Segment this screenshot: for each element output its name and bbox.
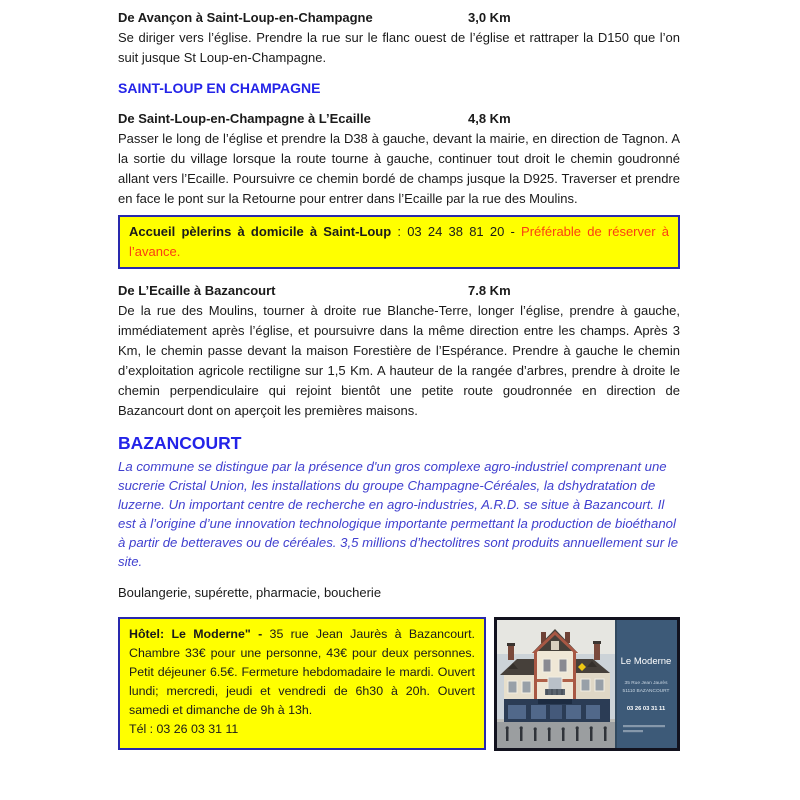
hotel-row	[118, 617, 680, 751]
leg-description: De la rue des Moulins, tourner à droite rue Blanche-Terre, longer l’église, prendre à gauche, immédiatement après l’église, et poursuivre dans la même direction entre les champs. Après 3 Km, le chemin passe devant la maison Forestière de l’Espérance. Prendre à gauche le chemin d’exploitation agricole rectiligne sur 1,5 Km. A hauteur de la rangée d’arbres, prendre à droite le chemin perpendiculaire qui rejoint bientôt une petite route goudronnée en direction de Bazancourt dont on aperçoit les premières maisons.	[118, 303, 680, 418]
leg-title: De Saint-Loup-en-Champagne à L’Ecaille	[118, 111, 371, 126]
photo-hotel-name: Le Moderne	[620, 656, 672, 667]
hotel-info-box	[118, 617, 486, 750]
photo-address-line1: 35 Rue Jean Jaurès	[624, 681, 668, 686]
photo-fine-print-line	[623, 730, 643, 732]
pilgrim-box-warning: Préférable de réserver à l’avance.	[129, 224, 669, 259]
town-heading-bazancourt: BAZANCOURT	[118, 433, 242, 453]
bazancourt-intro-text: La commune se distingue par la présence d'un gros complexe agro-industriel comprenant une sucrerie Cristal Union, les installations du groupe Champagne-Céréales, la dshydratation de luzerne. Un important centre de recherche en agro-industries, A.R.D. se situe à Bazancourt. Il est à l’origine d’une innovation technologique importante permettant la production de bioéthanol à partir de betteraves ou de céréales. 3,5 millions d’hectolitres sont produits annuellement sur le site.	[118, 459, 679, 569]
hotel-photo	[494, 617, 680, 751]
street-scene	[497, 620, 615, 748]
route-leg-heading	[118, 281, 680, 301]
route-leg-heading	[118, 109, 680, 129]
shops-list: Boulangerie, supérette, pharmacie, boucherie	[118, 585, 382, 600]
pilgrim-box-title: Accueil pèlerins à domicile à Saint-Loup	[129, 224, 392, 239]
photo-info-panel	[615, 620, 677, 748]
document-content	[118, 8, 680, 751]
hotel-phone: Tél : 03 26 03 31 11	[129, 722, 239, 736]
photo-fine-print-line	[623, 725, 665, 727]
town-heading-saint-loup: SAINT-LOUP EN CHAMPAGNE	[118, 80, 321, 96]
hotel-name: Hôtel: Le Moderne" -	[129, 627, 263, 641]
leg-distance: 4,8 Km	[468, 111, 511, 126]
leg-description: Se diriger vers l’église. Prendre la rue sur le flanc ouest de l’église et rattraper la D150 que l’on suit jusque St Loup-en-Champagne.	[118, 30, 680, 65]
leg-distance: 3,0 Km	[468, 10, 511, 25]
photo-phone: 03 26 03 31 11	[626, 706, 666, 712]
leg-distance: 7.8 Km	[468, 283, 511, 298]
route-leg-heading	[118, 8, 680, 28]
leg-description: Passer le long de l’église et prendre la D38 à gauche, devant la mairie, en direction de Tagnon. A la sortie du village lorsque la route tourne à gauche, continuer tout droit le chemin goudronné allant vers l’Ecaille. Poursuivre ce chemin bordé de champs jusque la D925. Traverser et prendre en face le pont sur la Retourne pour entrer dans l’Ecaille par la rue des Moulins.	[118, 131, 680, 206]
pilgrim-box-phone: : 03 24 38 81 20 -	[391, 224, 522, 239]
leg-title: De L’Ecaille à Bazancourt	[118, 283, 276, 298]
photo-address-line2: 51110 BAZANCOURT	[622, 689, 670, 694]
pilgrim-welcome-box	[118, 215, 680, 269]
hotel-details: 35 rue Jean Jaurès à Bazancourt. Chambre 33€ pour une personne, 43€ pour deux personnes. Petit déjeuner 6.5€. Fermeture hebdomadaire le mardi. Ouvert lundi; mercredi, jeudi et vendredi de 6h30 à 20h. Ouvert samedi et dimanche de 9h à 13h.	[129, 627, 476, 717]
leg-title: De Avançon à Saint-Loup-en-Champagne	[118, 10, 373, 25]
